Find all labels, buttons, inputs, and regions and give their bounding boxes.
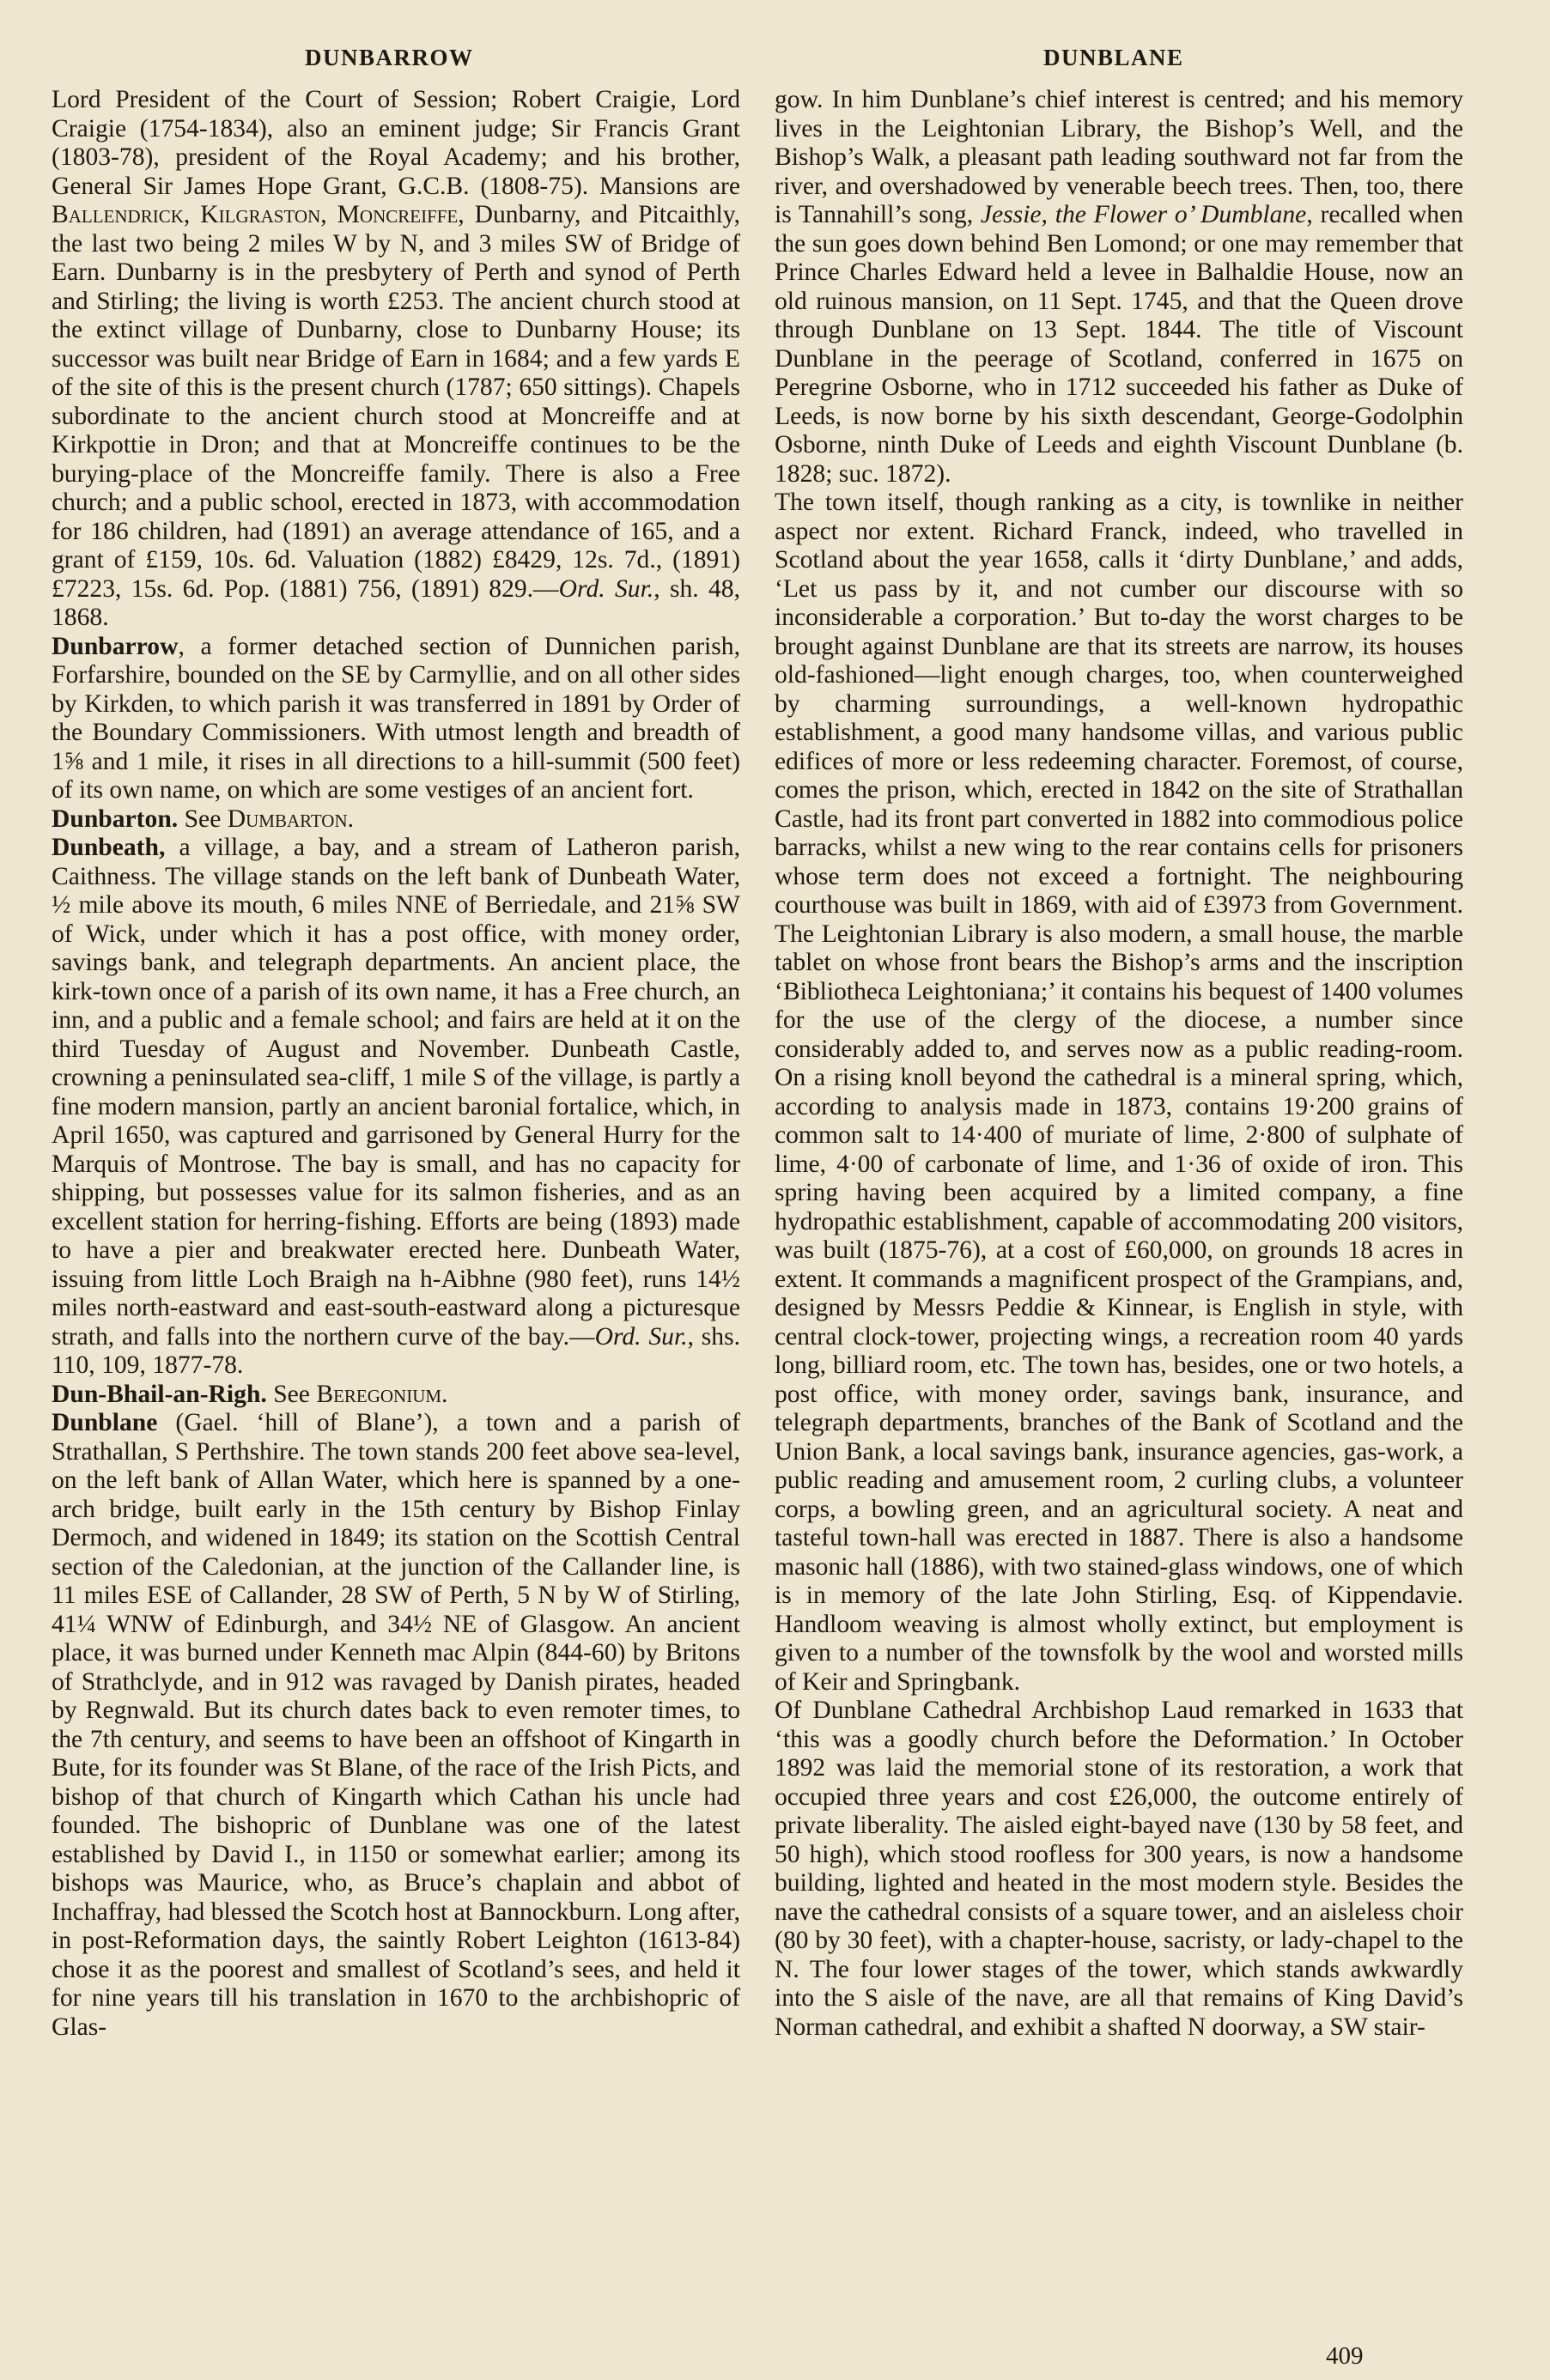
running-header-left: DUNBARROW: [305, 45, 474, 70]
text-run: Dumbarton.: [227, 804, 355, 833]
text-run: See: [178, 804, 228, 833]
text-run: , sh. 48, 1868.: [52, 574, 740, 631]
text-run: , a former detached section of Dunnichen parish, Forfarshire, bounded on the SE by Carmyllie, and on all other sides by Kirkden, to which parish it was transferred in 1891 by Order of the Boundary Commissioners. With utmost length and breadth of 1⅝ and 1 mile, it rises in all directions to a hill-summit (500 feet) of its own name, on which are some vestiges of an ancient fort.: [52, 632, 740, 804]
text-run: Jessie, the Flower o’ Dumblane: [980, 201, 1307, 228]
text-run: Of Dunblane Cathedral Archbishop Laud remarked in 1633 that ‘this was a goodly church before the Deformation.’ In October 1892 was laid the memorial stone of its restoration, a work that occupied three years and cost £26,000, the outcome entirely of private liberality. The aisled eight-bayed nave (130 by 58 feet, and 50 high), which stood roofless for 300 years, is now a handsome building, lighted and heated in the most modern style. Besides the nave the cathedral consists of a square tower, and an aisleless choir (80 by 30 feet), with a chapter-house, sacristy, or lady-chapel to the N. The four lower stages of the tower, which stands awkwardly into the S aisle of the nave, are all that remains of King David’s Norman cathedral, and exhibit a shafted N doorway, a SW stair-: [775, 1697, 1463, 2041]
text-run: a village, a bay, and a stream of Latheron parish, Caithness. The village stands on the left bank of Dunbeath Water, ½ mile above its mouth, 6 miles NNE of Berriedale, and 21⅝ SW of Wick, under which it has a post office, with money order, savings bank, and telegraph departments. An ancient place, the kirk-town once of a parish of its own name, it has a Free church, an inn, and a public and a female school; and fairs are held at it on the third Tuesday of August and November. Dunbeath Castle, crowning a peninsulated sea-cliff, 1 mile S of the village, is partly a fine modern mansion, partly an ancient baronial fortalice, which, in April 1650, was captured and garrisoned by General Hurry for the Marquis of Montrose. The bay is small, and has no capacity for shipping, but possesses value for its salmon fisheries, and as an excellent station for herring-fishing. Efforts are being (1893) made to have a pier and breakwater erected here. Dunbeath Water, issuing from little Loch Braigh na h-Aibhne (980 feet), runs 14½ miles north-eastward and east-south-eastward along a picturesque strath, and falls into the northern curve of the bay.—: [52, 834, 740, 1351]
entry-headword: Dunbeath,: [52, 834, 166, 861]
paragraph: [52, 86, 740, 633]
text-run: (Gael. ‘hill of Blane’), a town and a parish of Strathallan, S Perthshire. The town stands 200 feet above sea-level, on the left bank of Allan Water, which here is spanned by a one-arch bridge, built early in the 15th century by Bishop Finlay Dermoch, and widened in 1849; its station on the Scottish Central section of the Caledonian, at the junction of the Callander line, is 11 miles ESE of Callander, 28 SW of Perth, 5 N by W of Stirling, 41¼ WNW of Edinburgh, and 34½ NE of Glasgow. An ancient place, it was burned under Kenneth mac Alpin (844-60) by Britons of Strathclyde, and in 912 was ravaged by Danish pirates, headed by Regnwald. But its church dates back to even remoter times, to the 7th century, and seems to have been an offshoot of Kingarth in Bute, for its founder was St Blane, of the race of the Irish Picts, and bishop of that church of Kingarth which Cathan his uncle had founded. The bishopric of Dunblane was one of the latest established by David I., in 1150 or somewhat earlier; among its bishops was Maurice, who, as Bruce’s chaplain and abbot of Inchaffray, had blessed the Scotch host at Bannockburn. Long after, in post-Reformation days, the saintly Robert Leighton (1613-84) chose it as the poorest and smallest of Scotland’s sees, and held it for nine years till his translation in 1670 to the archbishopric of Glas-: [52, 1409, 740, 2041]
text-run: See: [266, 1380, 317, 1408]
running-header-right: DUNBLANE: [1043, 45, 1184, 70]
text-run: Ballendrick, Kilgraston, Moncreiffe,: [52, 201, 465, 228]
text-run: Beregonium.: [316, 1380, 448, 1408]
text-run: , recalled when the sun goes down behind Ben Lomond; or one may remember that Prince Charles Edward held a levee in Balhaldie House, now an old ruinous mansion, on 11 Sept. 1745, and that the Queen drove through Dunblane on 13 Sept. 1844. The title of Viscount Dunblane in the peerage of Scotland, conferred in 1675 on Peregrine Osborne, who in 1712 succeeded his father as Duke of Leeds, is now borne by his sixth descendant, George-Godolphin Osborne, ninth Duke of Leeds and eighth Viscount Dunblane (b. 1828; suc. 1872).: [775, 201, 1464, 488]
paragraph: [775, 86, 1463, 489]
right-column: [775, 86, 1463, 2042]
entry-headword: Dun-Bhail-an-Righ.: [52, 1380, 267, 1408]
text-run: The town itself, though ranking as a city, is townlike in neither aspect nor extent. Richard Franck, indeed, who travelled in Scotland about the year 1658, calls it ‘dirty Dunblane,’ and adds, ‘Let us pass by it, and not cumber our discourse with so inconsiderable a corporation.’ But to-day the worst charges to be brought against Dunblane are that its streets are narrow, its houses old-fashioned—light enough charges, too, when counterweighed by charming surroundings, a well-known hydropathic establishment, a good many handsome villas, and various public edifices of more or less redeeming character. Foremost, of course, comes the prison, which, erected in 1842 on the site of Strathallan Castle, had its front part converted in 1882 into commodious police barracks, whilst a new wing to the rear contains cells for prisoners whose term does not exceed a fortnight. The neighbouring courthouse was built in 1869, with aid of £3973 from Government. The Leightonian Library is also modern, a small house, the marble tablet on whose front bears the Bishop’s arms and the inscription ‘Bibliotheca Leightoniana;’ it contains his bequest of 1400 volumes for the use of the clergy of the diocese, a number since considerably added to, and serves now as a public reading-room. On a rising knoll beyond the cathedral is a mineral spring, which, according to analysis made in 1873, contains 19·200 grains of common salt to 14·400 of muriate of lime, 2·800 of sulphate of lime, 4·00 of carbonate of lime, and 1·36 of oxide of iron. This spring having been acquired by a limited company, a fine hydropathic establishment, capable of accommodating 200 visitors, was built (1875-76), at a cost of £60,000, on grounds 18 acres in extent. It commands a magnificent prospect of the Grampians, and, designed by Messrs Peddie & Kinnear, is English in style, with central clock-tower, projecting wings, a recreation room 40 yards long, billiard room, etc. The town has, besides, one or two hotels, a post office, with money order, savings bank, insurance, and telegraph departments, branches of the Bank of Scotland and the Union Bank, a local savings bank, insurance agencies, gas-work, a public reading and amusement room, 2 curling clubs, a volunteer corps, a bowling green, and an agricultural society. A neat and tasteful town-hall was erected in 1887. There is also a handsome masonic hall (1886), with two stained-glass windows, one of which is in memory of the late John Stirling, Esq. of Kippendavie. Handloom weaving is almost wholly extinct, but employment is given to a number of the townsfolk by the wool and worsted mills of Keir and Springbank.: [775, 489, 1463, 1696]
paragraph: [52, 805, 740, 835]
left-column: [52, 86, 740, 2042]
entry-headword: Dunbarrow: [52, 632, 179, 660]
entry-headword: Dunbarton.: [52, 804, 179, 833]
paragraph: [52, 1409, 740, 2042]
paragraph: [775, 1697, 1463, 2042]
paragraph: [52, 633, 740, 805]
paragraph: [52, 834, 740, 1381]
text-run: , shs. 110, 109, 1877-78.: [52, 1322, 740, 1379]
text-run: Ord. Sur.: [594, 1322, 688, 1351]
text-run: Ord. Sur.: [558, 574, 654, 603]
entry-headword: Dunblane: [52, 1409, 158, 1436]
text-run: gow. In him Dunblane’s chief interest is centred; and his memory lives in the Leightonian Library, the Bishop’s Well, and the Bishop’s Walk, a pleasant path leading southward not far from the river, and overshadowed by venerable beech trees. Then, too, there is Tannahill’s song,: [775, 86, 1463, 228]
text-run: Lord President of the Court of Session; Robert Craigie, Lord Craigie (1754-1834), also an eminent judge; Sir Francis Grant (1803-78), president of the Royal Academy; and his brother, General Sir James Hope Grant, G.C.B. (1808-75). Mansions are: [52, 86, 740, 200]
paragraph: [775, 489, 1463, 1697]
paragraph: [52, 1381, 740, 1410]
text-run: Dunbarny, and Pitcaithly, the last two being 2 miles W by N, and 3 miles SW of Bridge of Earn. Dunbarny is in the presbytery of Perth and synod of Perth and Stirling; the living is worth £253. The ancient church stood at the extinct village of Dunbarny, close to Dunbarny House; its successor was built near Bridge of Earn in 1684; and a few yards E of the site of this is the present church (1787; 650 sittings). Chapels subordinate to the ancient church stood at Moncreiffe and at Kirkpottie in Dron; and that at Moncreiffe continues to be the burying-place of the Moncreiffe family. There is also a Free church; and a public school, erected in 1873, with accommodation for 186 children, had (1891) an average attendance of 165, and a grant of £159, 10s. 6d. Valuation (1882) £8429, 12s. 7d., (1891) £7223, 15s. 6d. Pop. (1881) 756, (1891) 829.—: [52, 201, 740, 603]
page-number: 409: [1326, 2342, 1364, 2370]
